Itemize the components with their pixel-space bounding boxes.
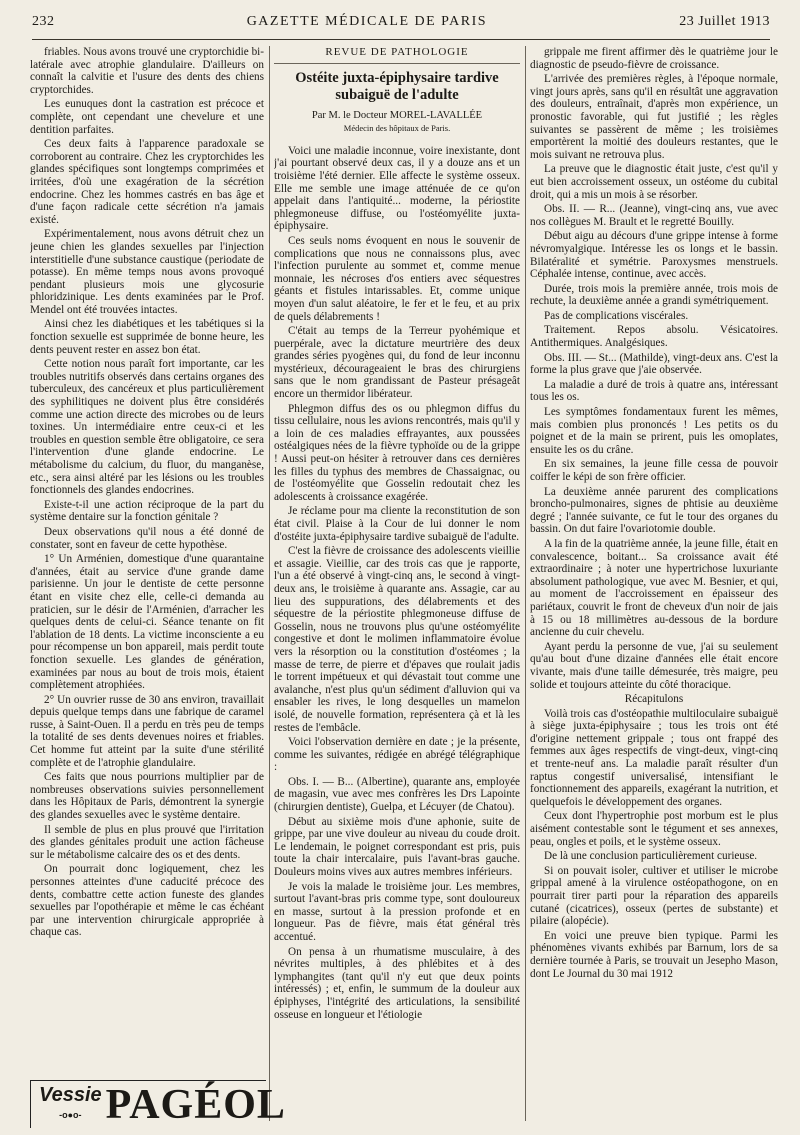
paragraph: 2° Un ouvrier russe de 30 ans environ, travaillait depuis quelque temps dans une fabrique de caramel russe, à Saint-Ouen. Il a perdu en très peu de temps la totalité de ses dents devenues noires et friables. Cet homme fut atteint par la suite d'une stérilité complète et de l'atrophie glandulaire. [30,693,264,769]
article-byline: Par M. le Docteur MOREL-LAVALLÉE [311,109,483,121]
paragraph: Voici une maladie inconnue, voire inexistante, dont j'ai pourtant observé deux cas, il y a douze ans et un troisième l'été dernier. Elle affecte le système osseux. Elle me semble une image atténuée de ce qu'on appelait dans l'antiquité... moderne, la périostite phlegmoneuse diffuse, ou l'ostéomyélite juxta-épiphysaire. [274,144,520,233]
ad-ornament: -o●o- [59,1109,82,1120]
paragraph: Si on pouvait isoler, cultiver et utiliser le microbe grippal amené à la virulence ostéopathogone, on en pourrait tirer parti pour la réparation des appareils cutané (cicatrices), osseux (pertes de substante) et pilaire (alopécie). [530,864,778,928]
paragraph: A la fin de la quatrième année, la jeune fille, était en convalescence, boitant... Sa croissance avait été extraordinaire ; à noter une hypertrichose luxuriante absolument pathologique, vue avec M. Besnier, et qui, au moment de l'accroissement en épaisseur des pariétaux, couvrit le front de cheveux d'un noir de jais à 15 ou 18 millimètres au-dessous de la bordure ancienne du cuir chevelu. [530,537,778,639]
paragraph: Début aigu au décours d'une grippe intense à forme névromyalgique. Intéresse les os longs et le bassin. Bilatéralité et symétrie. Paroxysmes menstruels. Céphalée intense, continue, avec accès. [530,230,778,281]
paragraph: Pas de complications viscérales. [544,309,689,322]
paragraph: Je vois la malade le troisième jour. Les membres, surtout l'avant-bras pris comme type, sont douloureux en masse, surtout à la pression profonde et en longueur. Pas de fièvre, mais état général très accentué. [274,880,520,943]
ad-vessie-word: Vessie [39,1083,102,1106]
paragraph: On pourrait donc logiquement, chez les personnes atteintes d'une caducité précoce des dents, combattre cette action funeste des glandes sexuelles par l'opothérapie et même le cas échéant par une intervention chirurgicale appropriée à chaque cas. [30,863,264,939]
paragraph: grippale me firent affirmer dès le quatrième jour le diagnostic de pseudo-fièvre de croissance. [530,46,778,71]
paragraph: Les eunuques dont la castration est précoce et complète, ont cependant une chevelure et une dentition parfaites. [30,98,264,136]
paragraph: Récapitulons [624,693,684,706]
paragraph: La preuve que le diagnostic était juste, c'est qu'il y eut bien accroissement osseux, un ostéome du cubital droit, qui a mis un mois à se résorber. [530,163,778,201]
advertisement [30,1080,286,1128]
article-body [274,145,520,1021]
page-header [32,14,770,40]
paragraph: Phlegmon diffus des os ou phlegmon diffus du tissu cellulaire, nous les avions rencontrés, mais qu'il y a loin de ces maladies effrayantes, aux poussées ostéalgiques nées de la fièvre typhoïde ou de la grippe ! Aussi peut-on hésiter à retrouver dans ces dernières les filles du typhus des membres de Chassaignac, ou de l'ostéomyélite que Gosselin redoutait chez les adolescents à croissance exagérée. [274,402,520,503]
paragraph: La maladie a duré de trois à quatre ans, intéressant tous les os. [530,378,778,404]
ad-brand: PAGÉOL [105,1081,286,1128]
paragraph: Cette notion nous paraît fort importante, car les troubles nutritifs observés dans certains organes des tuberculeux, des cancéreux et plus particulièrement des syphilitiques ne doivent plus être considérés comme une action directe des microbes ou de leurs toxines. Un intermédiaire entre ceux-ci et les troubles en question semble être obligatoire, ce sera l'intervention d'une glande endocrine. Le métabolisme du calcium, du fluor, du manganèse, etc., sera ainsi altéré par les lésions ou les troubles fonctionnels des glandes endocrines. [30,358,264,497]
paragraph: Voilà trois cas d'ostéopathie multiloculaire subaiguë à siège juxta-épiphysaire ; tous les trois ont été d'origine nettement grippale ; tous ont frappé des femmes aux âges respectifs de vingt-deux, vingt-cinq et trente-neuf ans. La maladie paraît résulter d'un raptus congestif universalisé, intensifiant le fonctionnement des appareils, exagérant la nutrition, et quelquefois le développement des organes. [530,707,778,808]
paragraph: En voici une preuve bien typique. Parmi les phénomènes vivants exhibés par Barnum, lors de sa dernière tournée à Paris, se trouvait un Jesepho Mason, dont Le Journal du 30 mai 1912 [530,929,778,980]
paragraph: Ayant perdu la personne de vue, j'ai su seulement qu'au bout d'une dizaine d'années elle était encore vivante, mais d'une taille démesurée, très maigre, peu solide et toujours atteinte du côté thoracique. [530,640,778,691]
paragraph: friables. Nous avons trouvé une cryptorchidie bi-latérale avec atrophie glandulaire. D'ailleurs on connaît la calvitie et l'usure des dents des chiens cryptorchides. [30,46,264,96]
paragraph: De là une conclusion particulièrement curieuse. [544,850,758,863]
paragraph: Ces faits que nous pourrions multiplier par de nombreuses observations suivies personnellement dans les Hôpitaux de Paris, démontrent la synergie des glandes sexuelles avec le système dentaire. [30,771,264,822]
paragraph: Ces seuls noms évoquent en nous le souvenir de complications que nous ne connaissons plus, avec l'infection purulente au sommet et, comme menue monnaie, les nécroses d'os entiers avec séquestres géants et fistules intarissables. Et, comme unique moyen d'un salut aléatoire, le fer et le feu, et au prix de quels délabrements ! [274,234,520,323]
paragraph: Obs. III. — St... (Mathilde), vingt-deux ans. C'est la forme la plus grave que j'aie observée. [530,351,778,377]
paragraph: Ceux dont l'hypertrophie post morbum est le plus aisément contestable sont le tégument et ses annexes, peau, ongles et poils, et le système osseux. [530,810,778,848]
paragraph: Deux observations qu'il nous a été donné de constater, sont en faveur de cette hypothèse. [30,525,264,551]
paragraph: Durée, trois mois la première année, trois mois de rechute, la deuxième année a grandi symétriquement. [530,282,778,308]
section-label: REVUE DE PATHOLOGIE [274,46,520,64]
journal-title: GAZETTE MÉDICALE DE PARIS [246,14,488,29]
column-right [530,46,778,1126]
paragraph: Début au sixième mois d'une aphonie, suite de grippe, par une vive douleur au niveau du coude droit. Le lendemain, le poignet correspondant est pris, puis toute la chair intercalaire, puis l'avant-bras gauche. Douleurs moins vives aux autres membres inférieurs. [274,815,520,879]
paragraph: On pensa à un rhumatisme musculaire, à des névrites multiples, à des phlébites et à des lymphangites (tant qu'il n'y eut que deux points intéressés) ; et, enfin, le summum de la douleur aux épiphyses, l'intégrité des articulations, la sensibilité osseuse en longueur et l'étiologie [274,945,520,1021]
paragraph: Existe-t-il une action réciproque de la part du système dentaire sur la fonction génitale ? [30,498,264,524]
paragraph: Obs. II. — R... (Jeanne), vingt-cinq ans, vue avec nos collègues M. Brault et le regretté Bouilly. [530,203,778,228]
paragraph: Expérimentalement, nous avons détruit chez un jeune chien les glandes sexuelles par l'injection interstitielle d'une substance caustique (periodate de potasse). En même temps nous avons provoqué pendant plusieurs mois une glycosurie phloridzinique. Les dents examinées par le Prof. Mendel ont été trouvées intactes. [30,228,264,316]
column-middle [274,46,520,1126]
paragraph: La deuxième année parurent des complications broncho-pulmonaires, signes de phtisie au deuxième degré ; l'année suivante, ce fut le tour des organes du bassin. On dut faire l'ovariotomie double. [530,485,778,536]
paragraph: Ainsi chez les diabétiques et les tabétiques si la fonction sexuelle est supprimée de bonne heure, les dents peuvent rester en assez bon état. [30,318,264,356]
issue-date: 23 Juillet 1913 [679,14,770,29]
ad-left-text [39,1085,102,1125]
paragraph: Traitement. Repos absolu. Vésicatoires. Antithermiques. Analgésiques. [530,324,778,350]
paragraph: En six semaines, la jeune fille cessa de pouvoir coiffer le képi de son frère officier. [530,458,778,483]
page-number: 232 [32,14,55,29]
column-divider [525,46,526,1121]
paragraph: L'arrivée des premières règles, à l'époque normale, vingt jours après, sans qu'il en résultât une aggravation des douleurs, entraînait, d'après mon expérience, un pronostic favorable, qui fut justifié ; les règles suivantes se passèrent de même ; les troisièmes emportèrent la moitié des douleurs restantes, que le mois suivant ne retrouva plus. [530,73,778,161]
paragraph: Voici l'observation dernière en date ; je la présente, comme les suivantes, rédigée en abrégé télégraphique : [274,736,520,774]
column-divider [269,46,270,1121]
paragraph: Obs. I. — B... (Albertine), quarante ans, employée de magasin, vue avec mes confrères les Drs Lapointe (chirurgien dentiste), Guelpa, et Lécuyer (de Chatou). [274,775,520,814]
paragraph: Ces deux faits à l'apparence paradoxale se corroborent au contraire. Chez les cryptorchides les glandes spécifiques sont longtemps comprimées et irritées, d'où une exagération de la sécrétion endocrine. Chez les hommes castrés en bas âge et d'une façon radicale cette sécrétion n'a jamais existé. [30,138,264,226]
article-title: Ostéite juxta-épiphysaire tardive subaiguë de l'adulte [295,69,499,103]
paragraph: C'est la fièvre de croissance des adolescents vieillie et assagie. Vieillie, car des trois cas que je rapporte, l'un a été observé à vingt-cinq ans, le second à vingt-deux ans, le troisième à quarante ans. Assagie, car au lieu des suppurations, des délabrements et des séquestre de la périostite phlegmoneuse diffuse de Gosselin, nous ne trouvons plus qu'une ostéomyélite congestive et dont le molimen inflammatoire évolue vers la résorption ou la constitution d'ostéomes ; la masse de terre, de pierre et d'épaves que roulait jadis le torrent impétueux et qui dévastait tout comme une avalanche, n'est plus qu'un sédiment d'alluvion qui va ensabler les rives, le long desquelles un mamelon isolé, de nouvelle formation, représentera çà et là les restes de l'embâcle. [274,545,520,734]
paragraph: Les symptômes fondamentaux furent les mêmes, mais combien plus prononcés ! Les petits os du poignet et de la main se prirent, puis les omoplates, ensuite les os du crâne. [530,406,778,456]
column-left [30,46,264,1046]
paragraph: 1° Un Arménien, domestique d'une quarantaine d'années, était au service d'une grande dame parisienne. Un jour le dentiste de cette personne étant en visite chez elle, celle-ci demanda au praticien, sur le désir de l'Arménien, d'arracher les quelques dents de celui-ci. Séance tenante on fit l'ablation de 18 dents. La victime inconsciente a eu pour récompense un bon appareil, mais perdit toute fonction sexuelle. Les glandes de génération, examinées par nous au bout de trois mois, étaient complètement atrophiées. [30,553,264,692]
paragraph: C'était au temps de la Terreur pyohémique et puerpérale, avec la dictature meurtrière des deux grandes séries pyogènes qui, du fond de leur inconnu mystérieux, décourageaient le bras des chirurgiens sans que le nom grandissant de Pasteur présageât encore un thermidor libérateur. [274,325,520,401]
author-affiliation: Médecin des hôpitaux de Paris. [343,123,451,134]
paragraph: Il semble de plus en plus prouvé que l'irritation des glandes génitales produit une action fâcheuse sur le métabolisme calcaire des os et des dents. [30,823,264,861]
paragraph: Je réclame pour ma cliente la reconstitution de son état civil. Plaise à la Cour de lui donner le nom d'ostéite juxta-épiphysaire tardive subaiguë de l'adulte. [274,505,520,543]
